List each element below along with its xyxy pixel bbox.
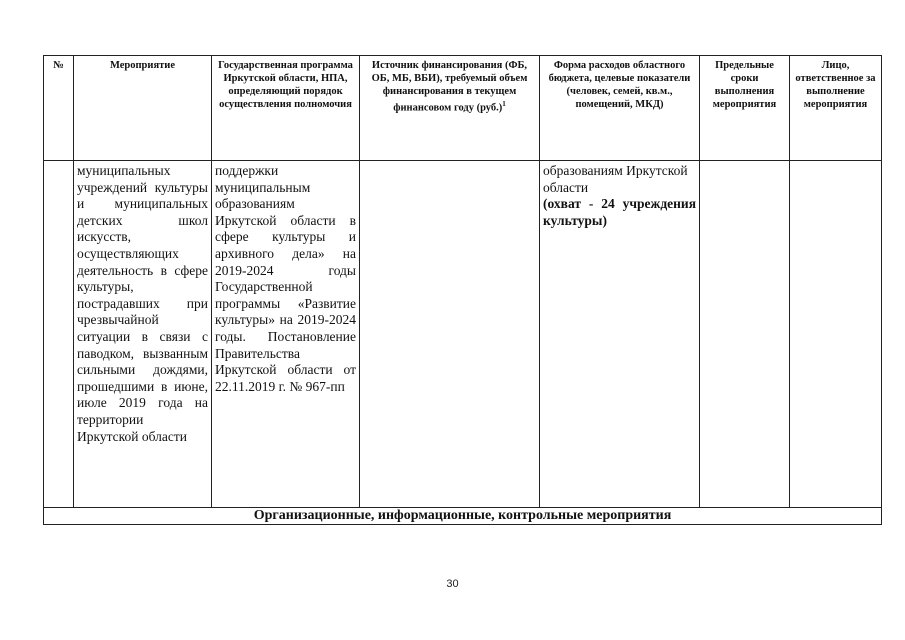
cell-event: муниципальных учреждений культуры и муниципальных детских школ искусств, осуществляющих деятельность в сфере культуры, пострадавших при чрезвычайной ситуации в связи с паводком, вызванным сильными дождями, прошедшими в июне, июле 2019 года на территории Иркутской области bbox=[74, 161, 212, 508]
page-number: 30 bbox=[446, 578, 459, 590]
cell-expense-form bbox=[540, 161, 700, 508]
header-deadline: Предельные сроки выполнения мероприятия bbox=[700, 56, 790, 161]
header-responsible: Лицо, ответственное за выполнение мероприятия bbox=[790, 56, 882, 161]
expense-form-coverage: (охват - 24 учреждения культуры) bbox=[543, 196, 696, 228]
footnote-mark: 1 bbox=[502, 100, 506, 108]
cell-number bbox=[44, 161, 74, 508]
measures-table bbox=[43, 55, 882, 525]
section-row bbox=[44, 508, 882, 525]
expense-form-text: образованиям Иркутской области bbox=[543, 163, 688, 195]
cell-financing bbox=[360, 161, 540, 508]
cell-deadline bbox=[700, 161, 790, 508]
header-expense-form: Форма расходов областного бюджета, целевые показатели (человек, семей, кв.м., помещений, МКД) bbox=[540, 56, 700, 161]
table-header-row bbox=[44, 56, 882, 161]
header-program: Государственная программа Иркутской области, НПА, определяющий порядок осуществления полномочия bbox=[212, 56, 360, 161]
table-row bbox=[44, 161, 882, 508]
section-title: Организационные, информационные, контрольные мероприятия bbox=[44, 508, 882, 525]
header-event: Мероприятие bbox=[74, 56, 212, 161]
header-financing: Источник финансирования (ФБ, ОБ, МБ, ВБИ), требуемый объем финансирования в текущем финансовом году $(руб.)^1$ bbox=[360, 56, 540, 161]
cell-program: поддержки муниципальным образованиям Иркутской области в сфере культуры и архивного дела» на 2019-2024 годы Государственной программы «Развитие культуры» на 2019-2024 годы. Постановление Правительства Иркутской области от 22.11.2019 г. № 967-пп bbox=[212, 161, 360, 508]
header-number: № bbox=[44, 56, 74, 161]
cell-responsible bbox=[790, 161, 882, 508]
